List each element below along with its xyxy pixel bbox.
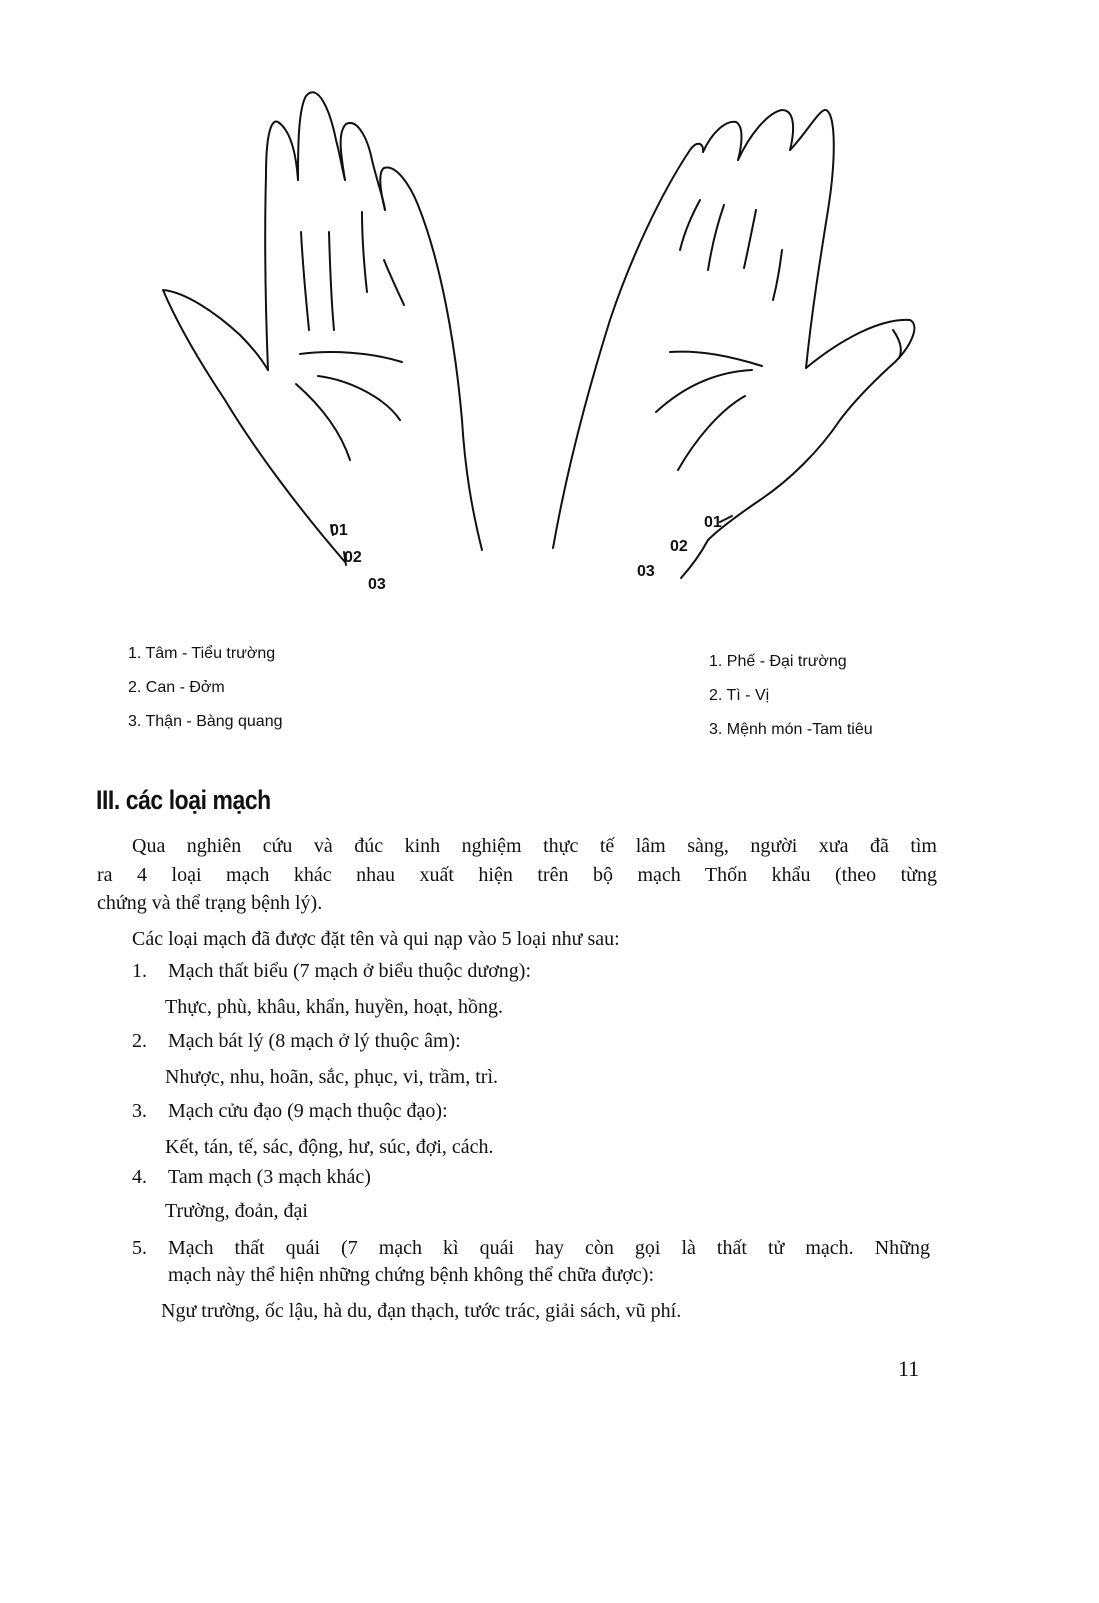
list-item-detail: Ngư trường, ốc lậu, hà du, đạn thạch, tước trác, giải sách, vũ phí.	[161, 1300, 682, 1322]
legend-item: 1. Phế - Đại trường	[709, 653, 847, 670]
right-hand-drawing	[553, 110, 914, 578]
right-point-03: 03	[637, 563, 655, 580]
list-number: 2.	[132, 1030, 147, 1052]
list-item-detail: Trường, đoản, đại	[165, 1200, 308, 1222]
left-hand-drawing	[163, 92, 482, 565]
list-number: 5.	[132, 1237, 147, 1259]
list-item-title: Mạch bát lý (8 mạch ở lý thuộc âm):	[168, 1030, 461, 1052]
right-point-02: 02	[670, 538, 688, 555]
list-item-title: Tam mạch (3 mạch khác)	[168, 1166, 371, 1188]
legend-item: 2. Can - Đởm	[128, 679, 225, 696]
list-item-title: mạch này thể hiện những chứng bệnh không thể chữa được):	[168, 1264, 655, 1286]
paragraph-line: Qua nghiên cứu và đúc kinh nghiệm thực tế lâm sàng, người xưa đã tìm	[132, 835, 937, 857]
list-item-title: Mạch thất biểu (7 mạch ở biểu thuộc dương):	[168, 960, 532, 982]
list-number: 4.	[132, 1166, 147, 1188]
paragraph-line: Các loại mạch đã được đặt tên và qui nạp vào 5 loại như sau:	[132, 928, 620, 950]
right-point-01: 01	[704, 514, 722, 531]
list-number: 3.	[132, 1100, 147, 1122]
right-hand-legend	[709, 645, 873, 747]
list-item-detail: Thực, phù, khâu, khẩn, huyền, hoạt, hồng.	[165, 996, 503, 1018]
left-point-01: 01	[330, 522, 348, 539]
hands-figure	[0, 0, 1099, 620]
left-point-03: 03	[368, 576, 386, 593]
page-number: 11	[898, 1356, 920, 1381]
section-heading: III. các loại mạch	[96, 785, 271, 815]
paragraph-line: chứng và thể trạng bệnh lý).	[97, 892, 323, 914]
hands-illustration	[0, 0, 1099, 620]
list-item-detail: Nhược, nhu, hoãn, sắc, phục, vi, trầm, trì.	[165, 1066, 499, 1088]
left-hand-legend	[128, 637, 283, 739]
list-number: 1.	[132, 960, 147, 982]
paragraph-line: ra 4 loại mạch khác nhau xuất hiện trên bộ mạch Thốn khẩu (theo từng	[97, 864, 937, 886]
list-item-title: Mạch cửu đạo (9 mạch thuộc đạo):	[168, 1100, 448, 1122]
legend-item: 3. Thận - Bàng quang	[128, 713, 283, 730]
legend-item: 1. Tâm - Tiểu trường	[128, 645, 276, 662]
list-item-title: Mạch thất quái (7 mạch kì quái hay còn gọi là thất tử mạch. Những	[168, 1237, 930, 1259]
legend-item: 2. Tì - Vị	[709, 687, 770, 704]
legend-item: 3. Mệnh món -Tam tiêu	[709, 721, 873, 738]
list-item-detail: Kết, tán, tế, sác, động, hư, súc, đợi, cách.	[165, 1136, 494, 1158]
left-point-02: 02	[344, 549, 362, 566]
